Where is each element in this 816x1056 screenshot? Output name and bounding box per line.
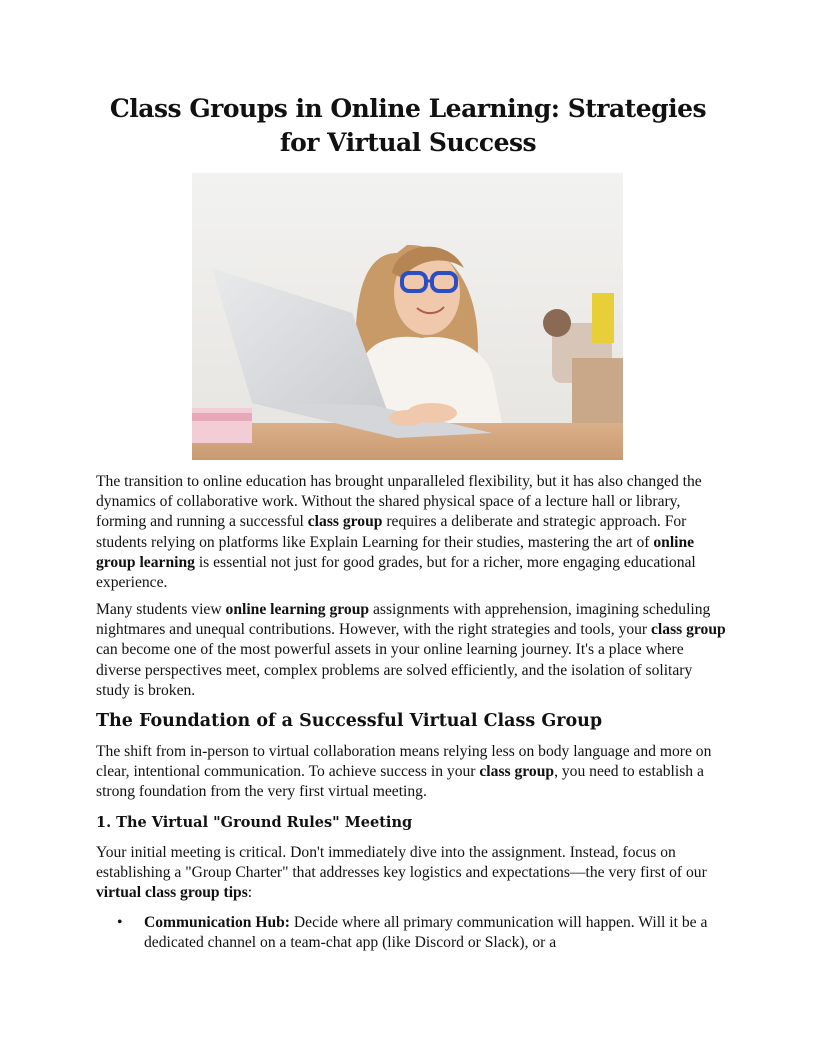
keyword-online-learning-group: online learning group (225, 601, 370, 618)
para3-text-2: , you need to establish a strong foundation from the very first virtual meeting. (96, 763, 704, 801)
document-title: Class Groups in Online Learning: Strategies for Virtual Success (109, 94, 707, 157)
para2-text-3: can become one of the most powerful assets in your online learning journey. It's a place where diverse perspectives meet, complex problems are solved efficiently, and the isolation of solitary study is broken. (96, 641, 693, 699)
para2-text-1: Many students view (96, 601, 226, 618)
hero-image-girl-with-laptop (192, 173, 623, 460)
para4-text-1: Your initial meeting is critical. Don't immediately dive into the assignment. Instead, focus on establishing a "Group Charter" that addresses key logistics and expectations—the very first of our (96, 844, 707, 882)
subheading-ground-rules: 1. The Virtual "Ground Rules" Meeting (96, 814, 413, 831)
keyword-virtual-class-group-tips: virtual class group tips (96, 884, 248, 902)
foundation-paragraph (96, 742, 728, 803)
keyword-class-group: class group (479, 763, 555, 781)
para1-text-3: is essential not just for good grades, but for a richer, more engaging educational experience. (96, 553, 696, 592)
para1-text-1: The transition to online education has brought unparalleled flexibility, but it has also changed the dynamics of collaborative work. Without the shared physical space of a lecture hall or library, forming and running a successful (96, 473, 702, 531)
list-item-label: Communication Hub: (144, 914, 290, 931)
bullet-marker: • (117, 914, 123, 931)
para4-text-2: : (247, 884, 253, 902)
section-heading-foundation: The Foundation of a Successful Virtual Class Group (96, 711, 603, 731)
para1-text-2: requires a deliberate and strategic approach. For students relying on platforms like Explain Learning for their studies, mastering the art of (96, 513, 687, 551)
intro-paragraph (96, 472, 728, 593)
second-paragraph (96, 600, 728, 701)
ground-rules-list (96, 913, 728, 953)
ground-rules-paragraph (96, 843, 728, 904)
list-item (96, 913, 728, 953)
list-item-text: Decide where all primary communication will happen. Will it be a dedicated channel on a team-chat app (like Discord or Slack), or a (144, 914, 708, 952)
para3-text-1: The shift from in-person to virtual collaboration means relying less on body language and more on clear, intentional communication. To achieve success in your (96, 743, 712, 781)
keyword-class-group: class group (307, 513, 383, 531)
keyword-online-group-learning: online group learning (96, 533, 695, 571)
para2-text-2: assignments with apprehension, imagining scheduling nightmares and unequal contributions. However, with the right strategies and tools, your (96, 601, 711, 639)
keyword-class-group: class group (651, 621, 726, 639)
